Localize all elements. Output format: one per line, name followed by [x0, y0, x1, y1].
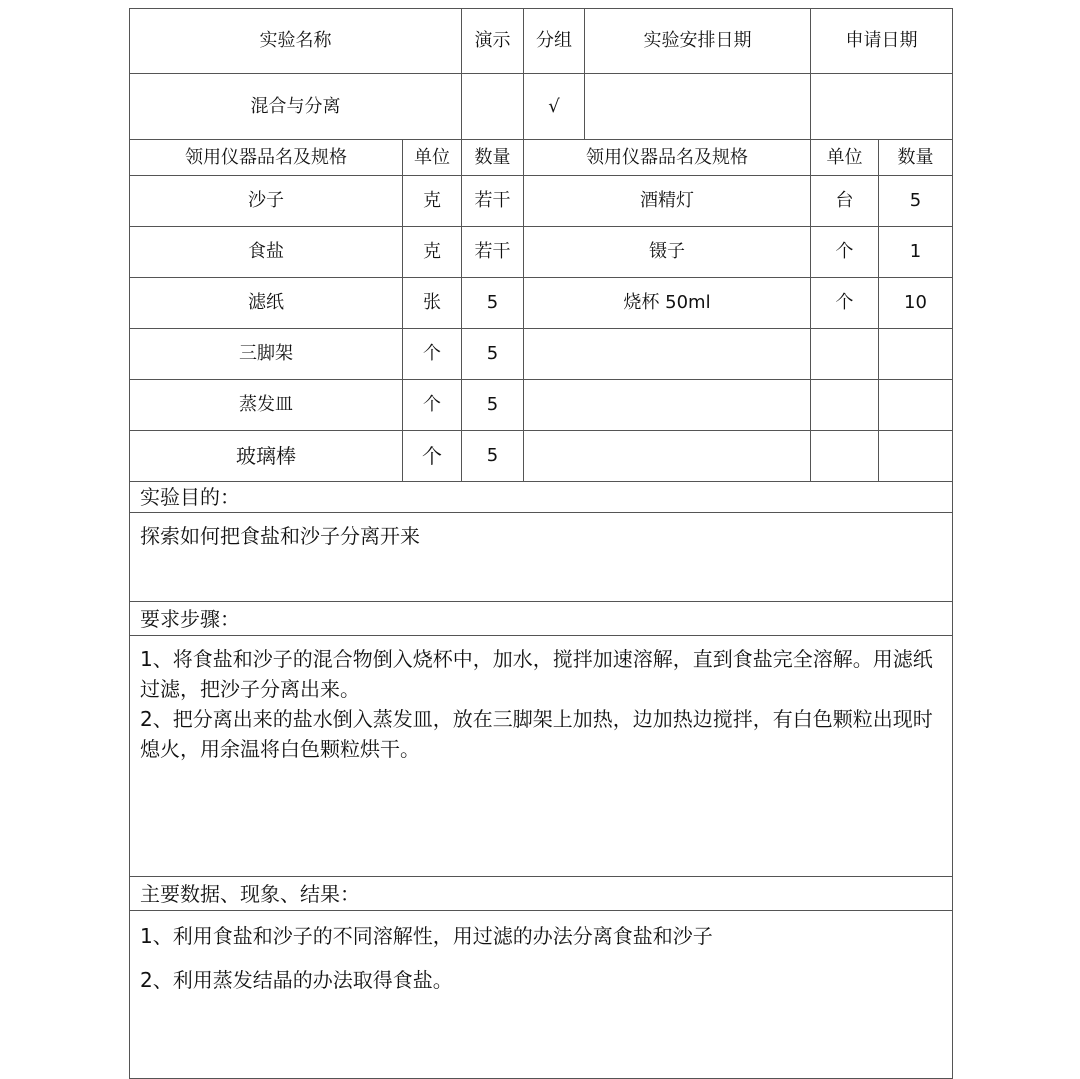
- purpose-label: 实验目的：: [130, 482, 953, 513]
- equipment-name: [524, 329, 811, 380]
- equipment-qty: 若干: [462, 176, 524, 227]
- equipment-unit: 个: [403, 380, 462, 431]
- demo-value: [462, 74, 524, 140]
- equipment-unit: 个: [403, 329, 462, 380]
- equipment-name: 三脚架: [130, 329, 403, 380]
- purpose-content-row: [130, 513, 953, 602]
- equipment-name-header-left: 领用仪器品名及规格: [130, 140, 403, 176]
- result-item: 2、利用蒸发结晶的办法取得食盐。: [140, 968, 453, 992]
- equipment-name: [524, 380, 811, 431]
- equipment-unit: 个: [811, 227, 879, 278]
- experiment-name-value: 混合与分离: [130, 74, 462, 140]
- results-content-row: [130, 911, 953, 1079]
- equipment-qty-header-left: 数量: [462, 140, 524, 176]
- results-label: 主要数据、现象、结果：: [130, 877, 953, 911]
- equipment-unit: [811, 380, 879, 431]
- equipment-qty: 5: [462, 380, 524, 431]
- results-content: [130, 911, 953, 1079]
- steps-label-row: [130, 602, 953, 636]
- equipment-name-header-right: 领用仪器品名及规格: [524, 140, 811, 176]
- equipment-qty: 5: [879, 176, 953, 227]
- equipment-row: [130, 329, 953, 380]
- equipment-row: [130, 380, 953, 431]
- equipment-unit-header-right: 单位: [811, 140, 879, 176]
- equipment-row: [130, 227, 953, 278]
- equipment-row: [130, 431, 953, 482]
- group-check-mark: √: [524, 74, 585, 140]
- equipment-name: 玻璃棒: [130, 431, 403, 482]
- equipment-qty: 10: [879, 278, 953, 329]
- equipment-unit: 张: [403, 278, 462, 329]
- equipment-name: 食盐: [130, 227, 403, 278]
- equipment-name: 滤纸: [130, 278, 403, 329]
- schedule-date-header: 实验安排日期: [585, 9, 811, 74]
- equipment-unit: 克: [403, 227, 462, 278]
- equipment-row: [130, 176, 953, 227]
- equipment-unit-header-left: 单位: [403, 140, 462, 176]
- steps-content-row: [130, 636, 953, 877]
- equipment-unit: 克: [403, 176, 462, 227]
- step-item: 1、将食盐和沙子的混合物倒入烧杯中，加水，搅拌加速溶解，直到食盐完全溶解。用滤纸过滤，把沙子分离出来。: [140, 647, 933, 701]
- purpose-text: 探索如何把食盐和沙子分离开来: [130, 513, 953, 602]
- equipment-name: 镊子: [524, 227, 811, 278]
- experiment-row: [130, 74, 953, 140]
- equipment-qty: 5: [462, 278, 524, 329]
- equipment-unit: 个: [403, 431, 462, 482]
- group-header: 分组: [524, 9, 585, 74]
- equipment-unit: [811, 431, 879, 482]
- step-item: 2、把分离出来的盐水倒入蒸发皿，放在三脚架上加热，边加热边搅拌，有白色颗粒出现时熄火，用余温将白色颗粒烘干。: [140, 707, 933, 761]
- steps-label: 要求步骤：: [130, 602, 953, 636]
- results-label-row: [130, 877, 953, 911]
- header-row: [130, 9, 953, 74]
- equipment-row: [130, 278, 953, 329]
- purpose-label-row: [130, 482, 953, 513]
- equipment-qty: [879, 431, 953, 482]
- equipment-qty: 5: [462, 329, 524, 380]
- result-item: 1、利用食盐和沙子的不同溶解性，用过滤的办法分离食盐和沙子: [140, 924, 713, 948]
- equipment-qty: 1: [879, 227, 953, 278]
- equipment-header-row: [130, 140, 953, 176]
- steps-content: [130, 636, 953, 877]
- equipment-name: 沙子: [130, 176, 403, 227]
- apply-date-header: 申请日期: [811, 9, 953, 74]
- equipment-name: [524, 431, 811, 482]
- schedule-date-value: [585, 74, 811, 140]
- equipment-unit: 台: [811, 176, 879, 227]
- equipment-name: 烧杯 50ml: [524, 278, 811, 329]
- equipment-unit: [811, 329, 879, 380]
- equipment-qty: [879, 380, 953, 431]
- equipment-qty: 若干: [462, 227, 524, 278]
- equipment-name: 蒸发皿: [130, 380, 403, 431]
- equipment-name: 酒精灯: [524, 176, 811, 227]
- equipment-qty-header-right: 数量: [879, 140, 953, 176]
- equipment-qty: [879, 329, 953, 380]
- experiment-form: [129, 8, 953, 1079]
- demo-header: 演示: [462, 9, 524, 74]
- apply-date-value: [811, 74, 953, 140]
- equipment-qty: 5: [462, 431, 524, 482]
- experiment-name-header: 实验名称: [130, 9, 462, 74]
- equipment-unit: 个: [811, 278, 879, 329]
